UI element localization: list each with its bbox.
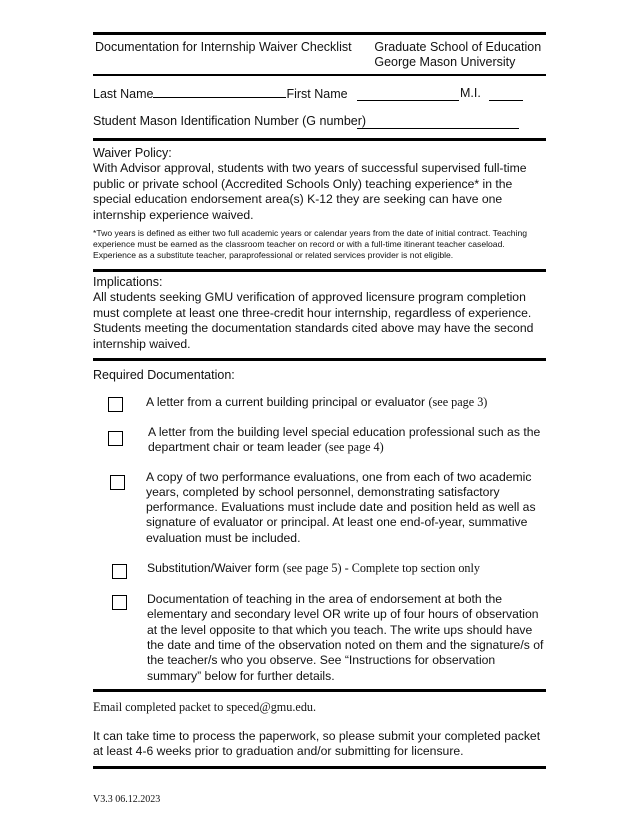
item-4-label: Substitution/Waiver form	[147, 561, 283, 576]
first-name-field[interactable]	[357, 88, 459, 101]
g-number-field[interactable]	[357, 116, 519, 129]
checkbox-3[interactable]	[110, 475, 125, 490]
first-name-label: First Name	[286, 87, 348, 101]
last-name-label: Last Name	[93, 87, 154, 101]
section-rule-2	[93, 269, 546, 272]
waiver-title: Waiver Policy:	[93, 146, 172, 160]
version-footer: V3.3 06.12.2023	[93, 794, 161, 805]
last-name-field[interactable]	[153, 85, 286, 98]
g-number-label: Student Mason Identification Number (G number)	[93, 114, 367, 128]
school-line-1: Graduate School of Education	[374, 40, 542, 54]
item-2-label: A letter from the building level special education professional such as the department chair or team leader	[148, 425, 541, 455]
checkbox-1[interactable]	[108, 397, 123, 412]
checklist-item-3	[93, 470, 546, 546]
mi-label: M.I.	[460, 86, 481, 100]
item-2-note: (see page 4)	[324, 440, 384, 455]
checklist-item-1	[93, 395, 546, 412]
checklist-item-2	[93, 425, 546, 456]
checkbox-5[interactable]	[112, 595, 127, 610]
section-rule-3	[93, 358, 546, 361]
checkbox-2[interactable]	[108, 431, 123, 446]
checklist-item-2-text	[148, 425, 546, 456]
timing-line: It can take time to process the paperwork, so please submit your completed packet at least 4-6 weeks prior to graduation and/or submitting for licensure.	[93, 729, 541, 759]
checklist-page	[93, 32, 546, 760]
checklist-item-4-text	[147, 561, 480, 576]
checklist-item-5-text: Documentation of teaching in the area of endorsement at both the elementary and secondary level OR write up of four hours of observation at the level opposite to that which you teach. The write ups should have the date and time of the observation noted on them and the signature/s of the teacher/s who you observe. See “Instructions for observation summary” below for further details.	[147, 592, 544, 683]
bottom-rule	[93, 766, 546, 769]
checklist-item-4	[93, 561, 546, 579]
checklist-item-3-text: A copy of two performance evaluations, one from each of two academic years, completed by school personnel, demonstrating satisfactory performance. Evaluations must include date and position held as well as signature of evaluator or principal. At least one end-of-year, summative evaluation must be included.	[146, 469, 536, 545]
school-name	[374, 40, 544, 70]
school-line-2: George Mason University	[374, 55, 516, 69]
waiver-footnote: *Two years is defined as either two full academic years or calendar years from the date of initial contract. Teaching experience must be earned as the classroom teacher on record or with a full-time itinerant teacher caseload. Experience as a substitute teacher, paraprofessional or related services provider is not eligible.	[93, 228, 528, 260]
checkbox-4[interactable]	[112, 564, 127, 579]
required-title: Required Documentation:	[93, 368, 235, 382]
email-line: Email completed packet to speced@gmu.edu.	[93, 699, 317, 714]
checklist-item-5	[93, 592, 546, 684]
section-rule-4	[93, 689, 546, 692]
header-rule	[93, 74, 546, 76]
implications-title: Implications:	[93, 275, 163, 289]
implications-body: All students seeking GMU verification of approved licensure program completion must complete at least one three-credit hour internship, regardless of experience. Students meeting the documentation standards cited above may have the second internship waived.	[93, 290, 534, 351]
section-rule-1	[93, 138, 546, 141]
waiver-body: With Advisor approval, students with two years of successful supervised full-time public or private school (Accredited Schools Only) teaching experience* in the special education endorsement area(s) K-12 they are seeking can have one internship experience waived.	[93, 161, 527, 222]
mi-field[interactable]	[489, 88, 523, 101]
document-title: Documentation for Internship Waiver Checklist	[95, 40, 352, 54]
item-1-note: (see page 3)	[428, 395, 488, 409]
name-row	[93, 85, 546, 101]
checklist-item-1-text	[146, 395, 487, 410]
item-4-note: (see page 5) - Complete top section only	[282, 561, 481, 576]
item-1-label: A letter from a current building principal or evaluator	[146, 395, 429, 409]
g-number-row	[93, 113, 546, 129]
header	[93, 35, 546, 74]
